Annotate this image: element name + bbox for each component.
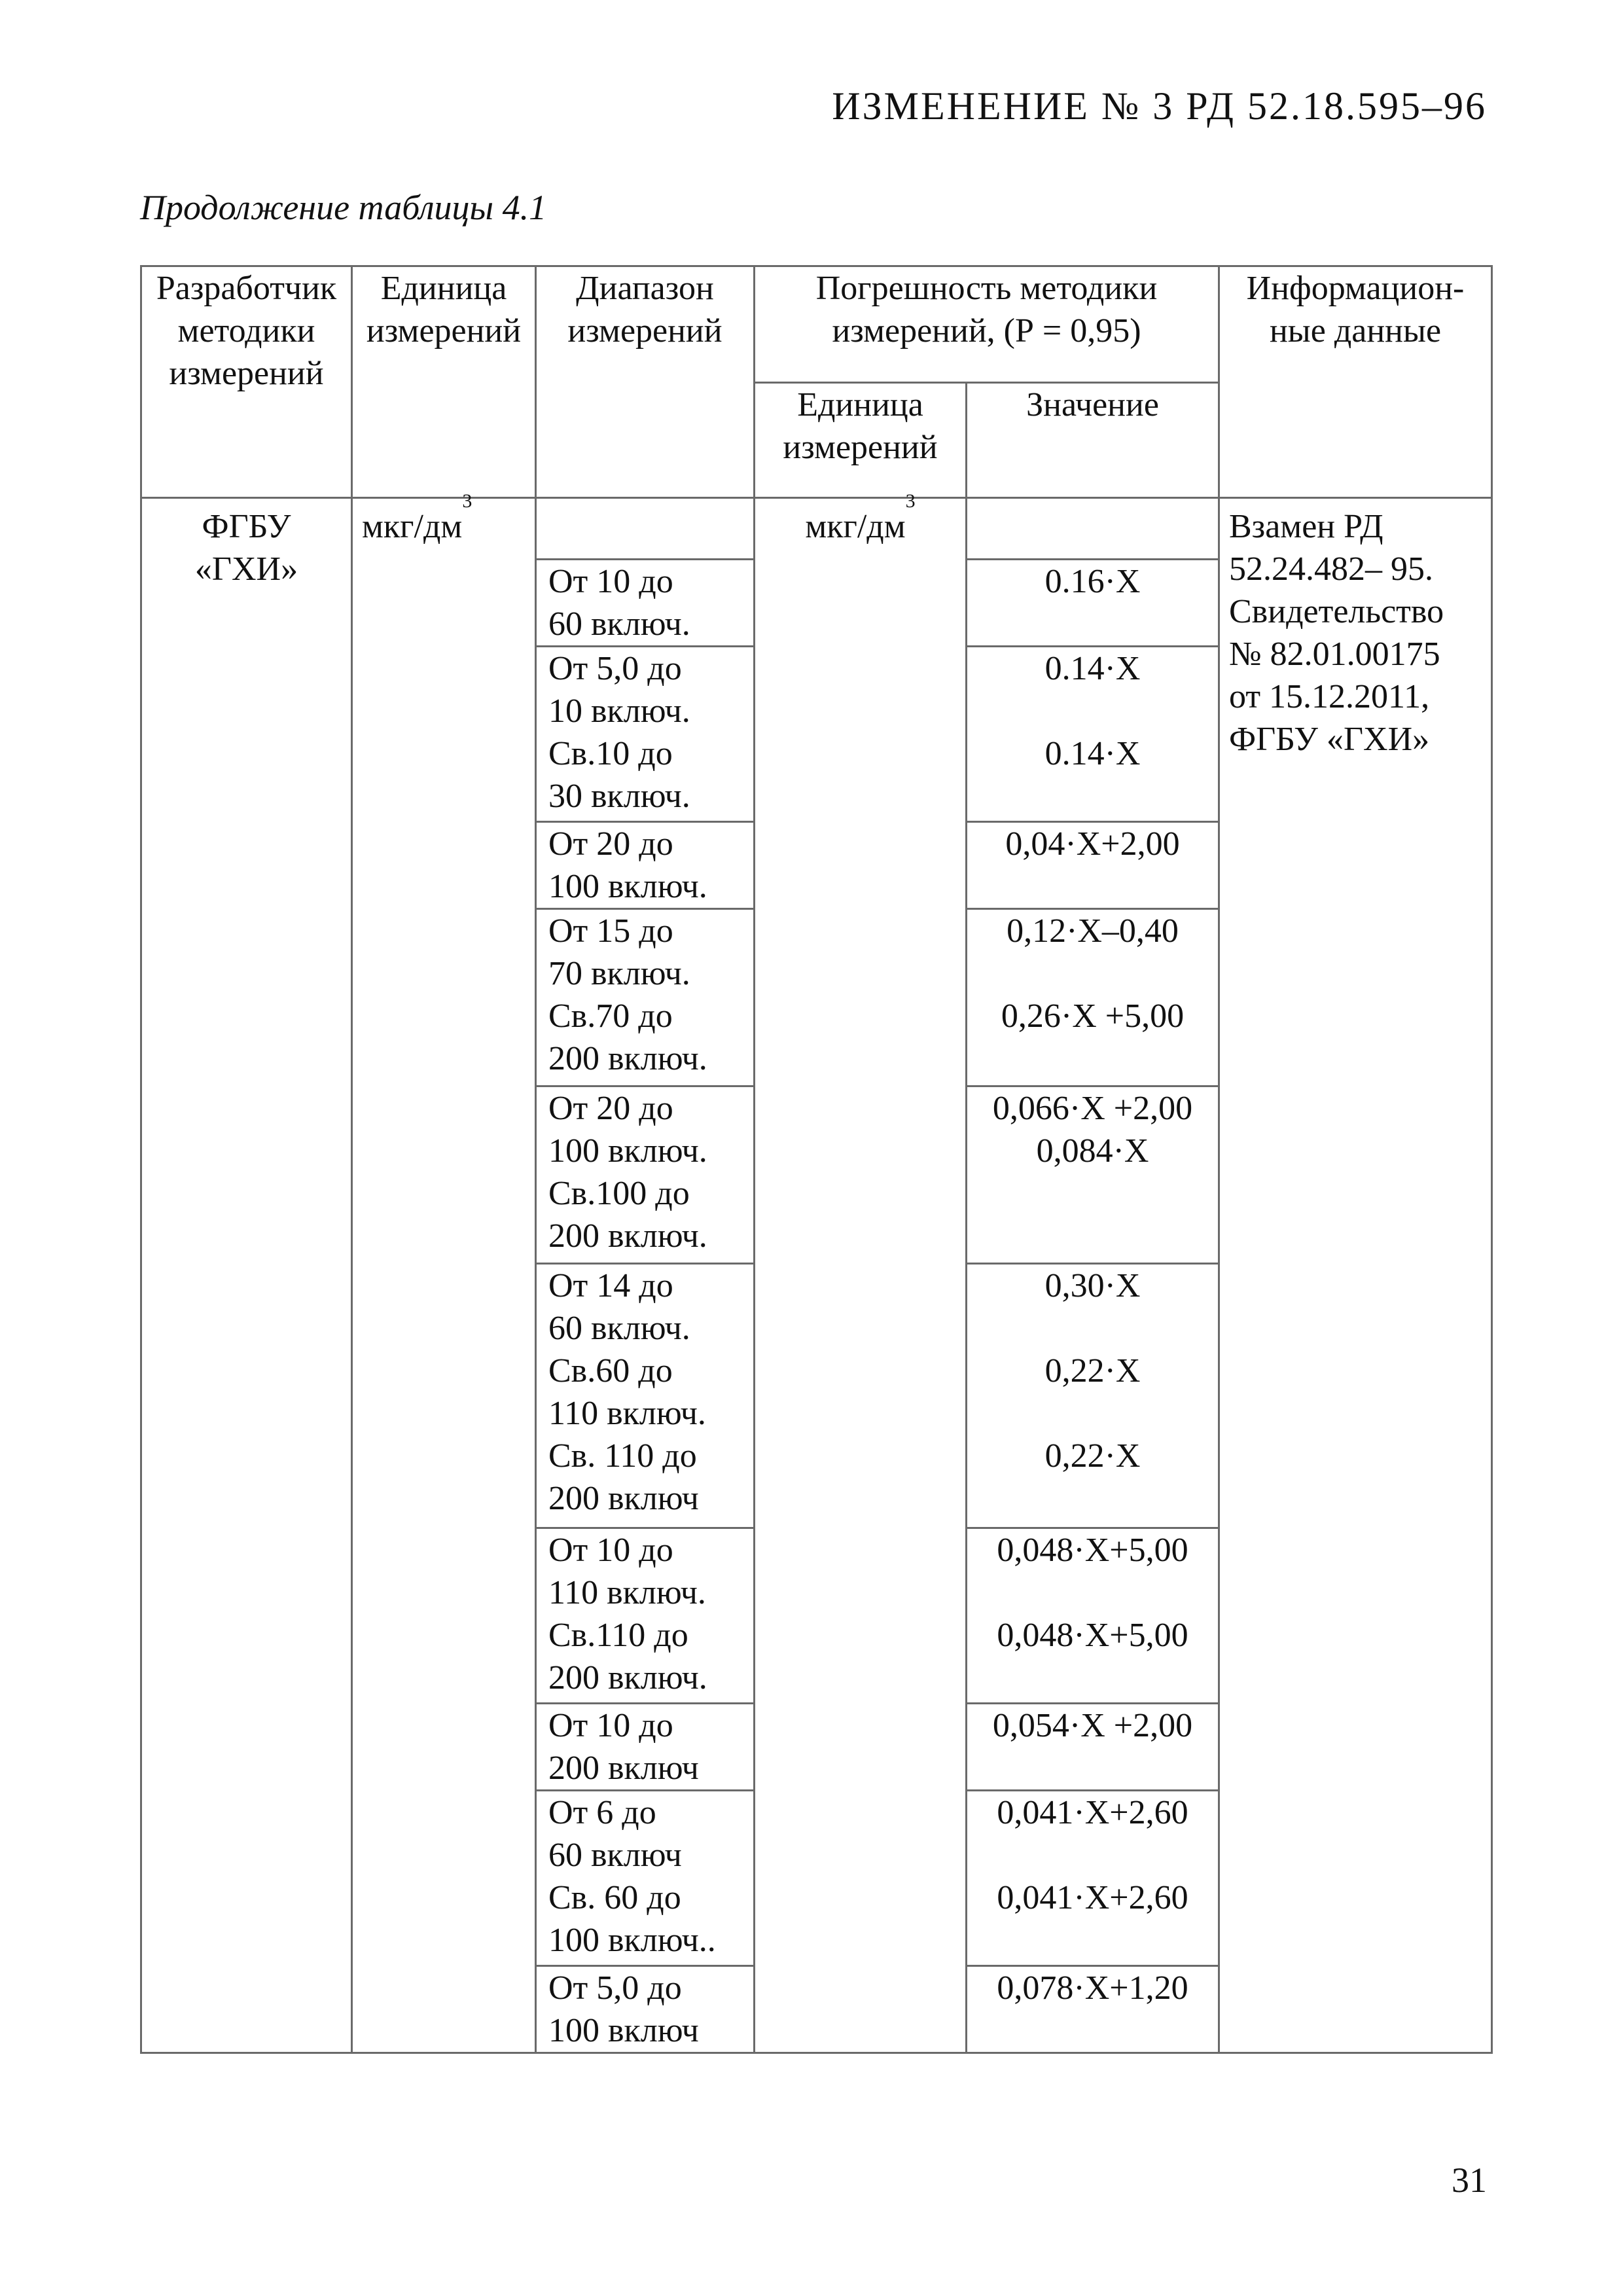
header-info: Информацион- ные данные (1219, 266, 1492, 498)
value-cell: 0,048·Х+5,00 0,048·Х+5,00 (967, 1528, 1219, 1704)
value-cell: 0,041·Х+2,60 0,041·Х+2,60 (967, 1791, 1219, 1966)
value-cell: 0,30·Х 0,22·Х 0,22·Х (967, 1264, 1219, 1528)
header-row (141, 266, 1492, 383)
header-error-unit: Единица измерений (755, 383, 967, 498)
header-unit: Единица измерений (352, 266, 536, 498)
range-cell: От 5,0 до 100 включ (536, 1966, 755, 2053)
header-developer: Разработчик методики измерений (141, 266, 352, 498)
value-cell: 0.14·Х 0.14·Х (967, 647, 1219, 822)
range-cell: От 10 до 200 включ (536, 1704, 755, 1791)
range-cell: От 20 до 100 включ. (536, 822, 755, 909)
table-caption: Продолжение таблицы 4.1 (140, 188, 547, 227)
range-cell: От 6 до 60 включ Св. 60 до 100 включ.. (536, 1791, 755, 1966)
value-cell: 0,12·Х–0,40 0,26·Х +5,00 (967, 909, 1219, 1086)
running-header: ИЗМЕНЕНИЕ № 3 РД 52.18.595–96 (832, 84, 1487, 128)
range-cell-empty (536, 498, 755, 560)
error-unit-cell: мкг/$дм^3$ (755, 498, 967, 2053)
measurement-table (140, 265, 1493, 2054)
header-error: Погрешность методики измерений, (Р = 0,95) (755, 266, 1219, 383)
table-row (141, 498, 1492, 560)
value-cell: 0,078·Х+1,20 (967, 1966, 1219, 2053)
header-range: Диапазон измерений (536, 266, 755, 498)
info-cell: Взамен РД 52.24.482– 95. Свидетельство № 82.01.00175 от 15.12.2011, ФГБУ «ГХИ» (1219, 498, 1492, 2053)
value-cell: 0,066·Х +2,00 0,084·Х (967, 1086, 1219, 1264)
range-cell: От 20 до 100 включ. Св.100 до 200 включ. (536, 1086, 755, 1264)
unit-cell: мкг/$дм^3$ (352, 498, 536, 2053)
range-cell: От 5,0 до 10 включ. Св.10 до 30 включ. (536, 647, 755, 822)
header-error-value: Значение (967, 383, 1219, 498)
page-number: 31 (1452, 2161, 1487, 2200)
range-cell: От 15 до 70 включ. Св.70 до 200 включ. (536, 909, 755, 1086)
developer-cell: ФГБУ «ГХИ» (141, 498, 352, 2053)
value-cell: 0,04·Х+2,00 (967, 822, 1219, 909)
value-cell: 0.16·Х (967, 560, 1219, 647)
range-cell: От 10 до 60 включ. (536, 560, 755, 647)
range-cell: От 14 до 60 включ. Св.60 до 110 включ. Св. 110 до 200 включ (536, 1264, 755, 1528)
value-cell: 0,054·Х +2,00 (967, 1704, 1219, 1791)
range-cell: От 10 до 110 включ. Св.110 до 200 включ. (536, 1528, 755, 1704)
value-cell-empty (967, 498, 1219, 560)
